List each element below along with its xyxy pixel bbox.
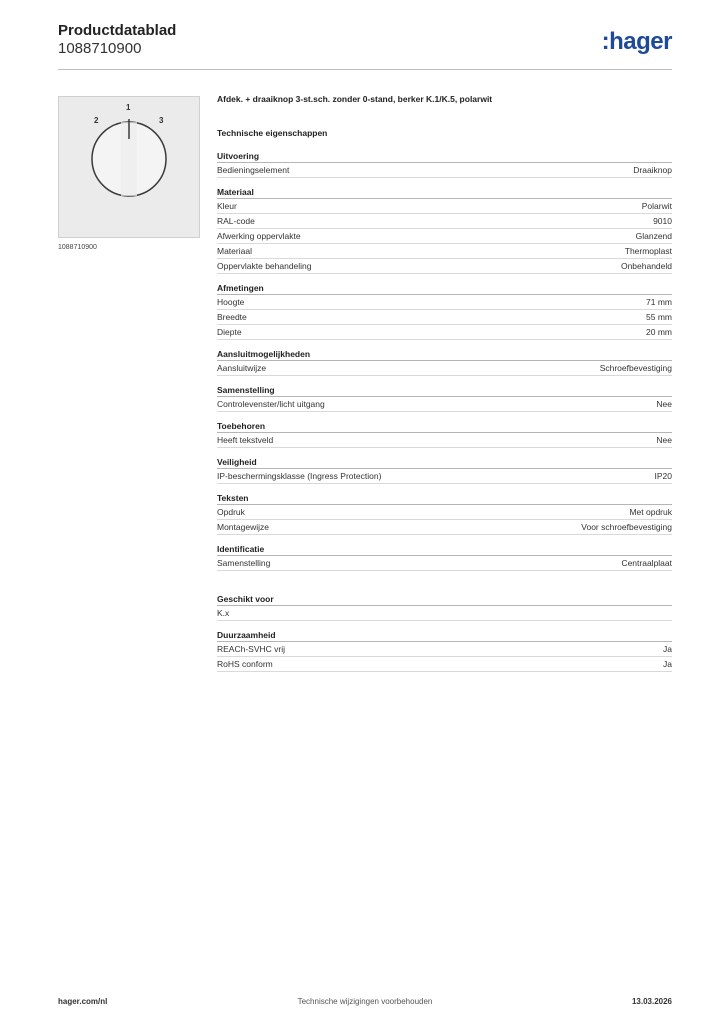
spec-group xyxy=(217,456,672,484)
spec-label: Controlevenster/licht uitgang xyxy=(217,399,325,409)
spec-group-title: Veiligheid xyxy=(217,457,257,467)
spec-value: Schroefbevestiging xyxy=(599,363,672,373)
spec-row xyxy=(217,310,672,325)
spec-label: REACh-SVHC vrij xyxy=(217,644,286,654)
spec-value: Onbehandeld xyxy=(620,261,672,271)
spec-label: Kleur xyxy=(217,201,237,211)
spec-row xyxy=(217,505,672,520)
spec-row xyxy=(217,199,672,214)
spec-group xyxy=(217,186,672,274)
spec-row xyxy=(217,295,672,310)
spec-group xyxy=(217,543,672,571)
product-image xyxy=(58,96,200,238)
spec-groups xyxy=(217,150,672,672)
spec-value: Met opdruk xyxy=(629,507,672,517)
spec-label: Oppervlakte behandeling xyxy=(217,261,312,271)
spec-row xyxy=(217,361,672,376)
spec-value: IP20 xyxy=(654,471,672,481)
spec-group-title: Duurzaamheid xyxy=(217,630,276,640)
spec-label: Afwerking oppervlakte xyxy=(217,231,301,241)
spec-value: Nee xyxy=(656,399,672,409)
spec-value: 55 mm xyxy=(646,312,672,322)
spec-row xyxy=(217,520,672,535)
footer-note: Technische wijzigingen voorbehouden xyxy=(297,997,433,1006)
dial-label-2: 2 xyxy=(94,116,99,125)
logo-colon-icon: : xyxy=(601,28,610,55)
spec-label: RAL-code xyxy=(217,216,255,226)
spec-group-title: Teksten xyxy=(217,493,249,503)
spec-group xyxy=(217,150,672,178)
spec-group xyxy=(217,420,672,448)
spec-group-title: Toebehoren xyxy=(217,421,266,431)
logo-text: hager xyxy=(609,28,672,55)
spec-group xyxy=(217,348,672,376)
spec-row xyxy=(217,433,672,448)
spec-row xyxy=(217,469,672,484)
spec-row xyxy=(217,214,672,229)
spec-group-title: Uitvoering xyxy=(217,151,260,161)
spec-label: Opdruk xyxy=(217,507,245,517)
footer-website: hager.com/nl xyxy=(58,997,108,1006)
spec-group xyxy=(217,384,672,412)
spec-value: Nee xyxy=(656,435,672,445)
spec-label: Hoogte xyxy=(217,297,245,307)
spec-value: 20 mm xyxy=(646,327,672,337)
spec-row xyxy=(217,163,672,178)
spec-label: Heeft tekstveld xyxy=(217,435,274,445)
dial-label-3: 3 xyxy=(159,116,164,125)
image-caption: 1088710900 xyxy=(58,244,97,251)
spec-label: K.x xyxy=(217,608,230,618)
spec-group-title: Afmetingen xyxy=(217,283,264,293)
spec-group-title: Geschikt voor xyxy=(217,594,274,604)
spec-row xyxy=(217,642,672,657)
footer-date: 13.03.2026 xyxy=(631,997,672,1006)
header-divider xyxy=(58,69,672,70)
product-description: Afdek. + draaiknop 3-st.sch. zonder 0-stand, berker K.1/K.5, polarwit xyxy=(217,94,493,104)
spec-row xyxy=(217,556,672,571)
spec-value: 71 mm xyxy=(646,297,672,307)
spec-group xyxy=(217,282,672,340)
spec-label: Aansluitwijze xyxy=(217,363,267,373)
rotary-switch-illustration xyxy=(59,97,199,237)
spec-sheet xyxy=(217,94,672,672)
spec-group-title: Samenstelling xyxy=(217,385,275,395)
spec-value: Centraalplaat xyxy=(621,558,672,568)
technical-properties-title: Technische eigenschappen xyxy=(217,128,328,138)
spec-group xyxy=(217,593,672,621)
spec-group xyxy=(217,492,672,535)
spec-value: Ja xyxy=(663,644,672,654)
page-header xyxy=(58,22,672,70)
spec-value: Voor schroefbevestiging xyxy=(581,522,672,532)
spec-row xyxy=(217,657,672,672)
spec-group-title: Materiaal xyxy=(217,187,254,197)
spec-label: Diepte xyxy=(217,327,242,337)
spec-label: Samenstelling xyxy=(217,558,271,568)
spec-value: Ja xyxy=(663,659,672,669)
spec-value: Draaiknop xyxy=(633,165,672,175)
spec-value: Polarwit xyxy=(641,201,672,211)
dial-label-1: 1 xyxy=(126,103,131,112)
spec-row xyxy=(217,397,672,412)
spec-label: Materiaal xyxy=(217,246,252,256)
spec-group xyxy=(217,629,672,672)
spec-label: Montagewijze xyxy=(217,522,269,532)
hager-logo xyxy=(602,28,672,56)
document-number: 1088710900 xyxy=(58,40,142,57)
spec-group-title: Identificatie xyxy=(217,544,265,554)
spec-label: Breedte xyxy=(217,312,247,322)
document-title: Productdatablad xyxy=(58,22,177,39)
spec-row xyxy=(217,325,672,340)
spec-row xyxy=(217,606,672,621)
spec-value: 9010 xyxy=(653,216,672,226)
spec-row xyxy=(217,259,672,274)
spec-row xyxy=(217,229,672,244)
spec-label: IP-beschermingsklasse (Ingress Protection) xyxy=(217,471,382,481)
spec-value: Thermoplast xyxy=(624,246,672,256)
spec-label: Bedieningselement xyxy=(217,165,290,175)
spec-group-title: Aansluitmogelijkheden xyxy=(217,349,311,359)
spec-row xyxy=(217,244,672,259)
spec-value: Glanzend xyxy=(635,231,672,241)
spec-label: RoHS conform xyxy=(217,659,273,669)
